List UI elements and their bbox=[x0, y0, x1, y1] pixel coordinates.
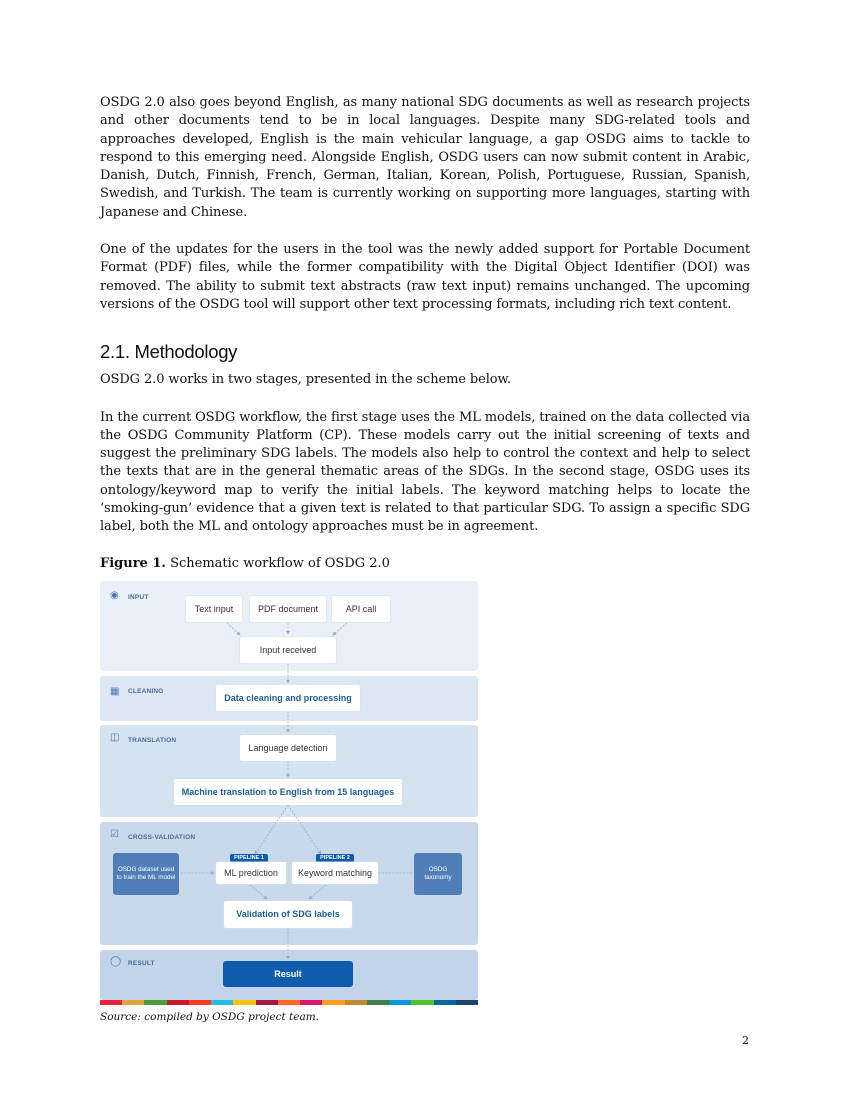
sdg-color-segment bbox=[345, 1000, 367, 1005]
node-api-call: API call bbox=[332, 596, 390, 622]
page-number: 2 bbox=[742, 1034, 749, 1047]
node-osdg-dataset: OSDG dataset used to train the ML model bbox=[113, 853, 179, 895]
sdg-color-segment bbox=[100, 1000, 122, 1005]
sdg-color-bar bbox=[100, 1000, 478, 1005]
node-osdg-taxonomy: OSDG taxonomy bbox=[414, 853, 462, 895]
stage-label-input: INPUT bbox=[128, 593, 149, 601]
sdg-color-segment bbox=[456, 1000, 478, 1005]
node-input-received: Input received bbox=[240, 637, 336, 663]
stage-label-cross-validation: CROSS-VALIDATION bbox=[128, 833, 196, 841]
badge-pipeline-2: PIPELINE 2 bbox=[316, 854, 354, 862]
sdg-color-segment bbox=[189, 1000, 211, 1005]
node-language-detection: Language detection bbox=[240, 735, 336, 761]
circle-icon: ◯ bbox=[110, 955, 122, 967]
paragraph-methodology-body: In the current OSDG workflow, the first stage uses the ML models, trained on the data collected via the OSDG Community Platform (CP). These models carry out the initial screening of texts and suggest the preliminary SDG labels. The models also help to control the context and help to select the texts that are in the general thematic areas of the SDGs. In the second stage, OSDG uses its ontology/keyword map to verify the initial labels. The keyword matching helps to locate the ‘smoking-gun’ evidence that a given text is related to that particular SDG. To assign a specific SDG label, both the ML and ontology approaches must be in agreement. bbox=[100, 409, 750, 535]
node-machine-translation: Machine translation to English from 15 languages bbox=[174, 779, 402, 805]
document-page bbox=[100, 94, 750, 1023]
grid-icon: ▦ bbox=[110, 685, 120, 697]
sdg-color-segment bbox=[256, 1000, 278, 1005]
sdg-color-segment bbox=[434, 1000, 456, 1005]
figure-caption-label: Figure 1. bbox=[100, 555, 166, 571]
section-heading-methodology: 2.1. Methodology bbox=[100, 341, 238, 363]
stage-label-translation: TRANSLATION bbox=[128, 736, 177, 744]
figure-caption bbox=[100, 556, 750, 571]
paragraph-methodology-intro: OSDG 2.0 works in two stages, presented in the scheme below. bbox=[100, 372, 512, 388]
stage-label-cleaning: CLEANING bbox=[128, 687, 164, 695]
sdg-color-segment bbox=[367, 1000, 389, 1005]
sdg-color-segment bbox=[144, 1000, 166, 1005]
node-validation-sdg-labels: Validation of SDG labels bbox=[224, 901, 352, 928]
sdg-color-segment bbox=[389, 1000, 411, 1005]
sdg-color-segment bbox=[278, 1000, 300, 1005]
node-result: Result bbox=[223, 961, 353, 987]
location-pin-icon: ◉ bbox=[110, 589, 119, 601]
node-data-cleaning: Data cleaning and processing bbox=[216, 685, 360, 711]
sdg-color-segment bbox=[211, 1000, 233, 1005]
sdg-color-segment bbox=[233, 1000, 255, 1005]
paragraph-pdf-support: One of the updates for the users in the tool was the newly added support for Portable Document Format (PDF) files, while the former compatibility with the Digital Object Identifier (DOI) was removed. The ability to submit text abstracts (raw text input) remains unchanged. The upcoming versions of the OSDG tool will support other text processing formats, including rich text content. bbox=[100, 242, 750, 312]
node-pdf-document: PDF document bbox=[250, 596, 326, 622]
translate-icon: ◫ bbox=[110, 731, 120, 743]
node-keyword-matching: Keyword matching bbox=[292, 862, 378, 884]
sdg-color-segment bbox=[322, 1000, 344, 1005]
paragraph-languages: OSDG 2.0 also goes beyond English, as many national SDG documents as well as research projects and other documents tend to be in local languages. Despite many SDG-related tools and approaches developed, English is the main vehicular language, a gap OSDG aims to tackle to respond to this emerging need. Alongside English, OSDG users can now submit content in Arabic, Danish, Dutch, Finnish, French, German, Italian, Korean, Polish, Portuguese, Russian, Spanish, Swedish, and Turkish. The team is currently working on supporting more languages, starting with Japanese and Chinese. bbox=[100, 95, 750, 220]
sdg-color-segment bbox=[122, 1000, 144, 1005]
node-text-input: Text input bbox=[186, 596, 242, 622]
figure-caption-text: Schematic workflow of OSDG 2.0 bbox=[165, 555, 390, 571]
sdg-color-segment bbox=[411, 1000, 433, 1005]
sdg-color-segment bbox=[167, 1000, 189, 1005]
workflow-diagram bbox=[100, 581, 478, 1005]
checkbox-icon: ☑ bbox=[110, 828, 119, 840]
figure-source: Source: compiled by OSDG project team. bbox=[100, 1010, 320, 1023]
sdg-color-segment bbox=[300, 1000, 322, 1005]
node-ml-prediction: ML prediction bbox=[216, 862, 286, 884]
stage-label-result: RESULT bbox=[128, 959, 155, 967]
badge-pipeline-1: PIPELINE 1 bbox=[230, 854, 268, 862]
